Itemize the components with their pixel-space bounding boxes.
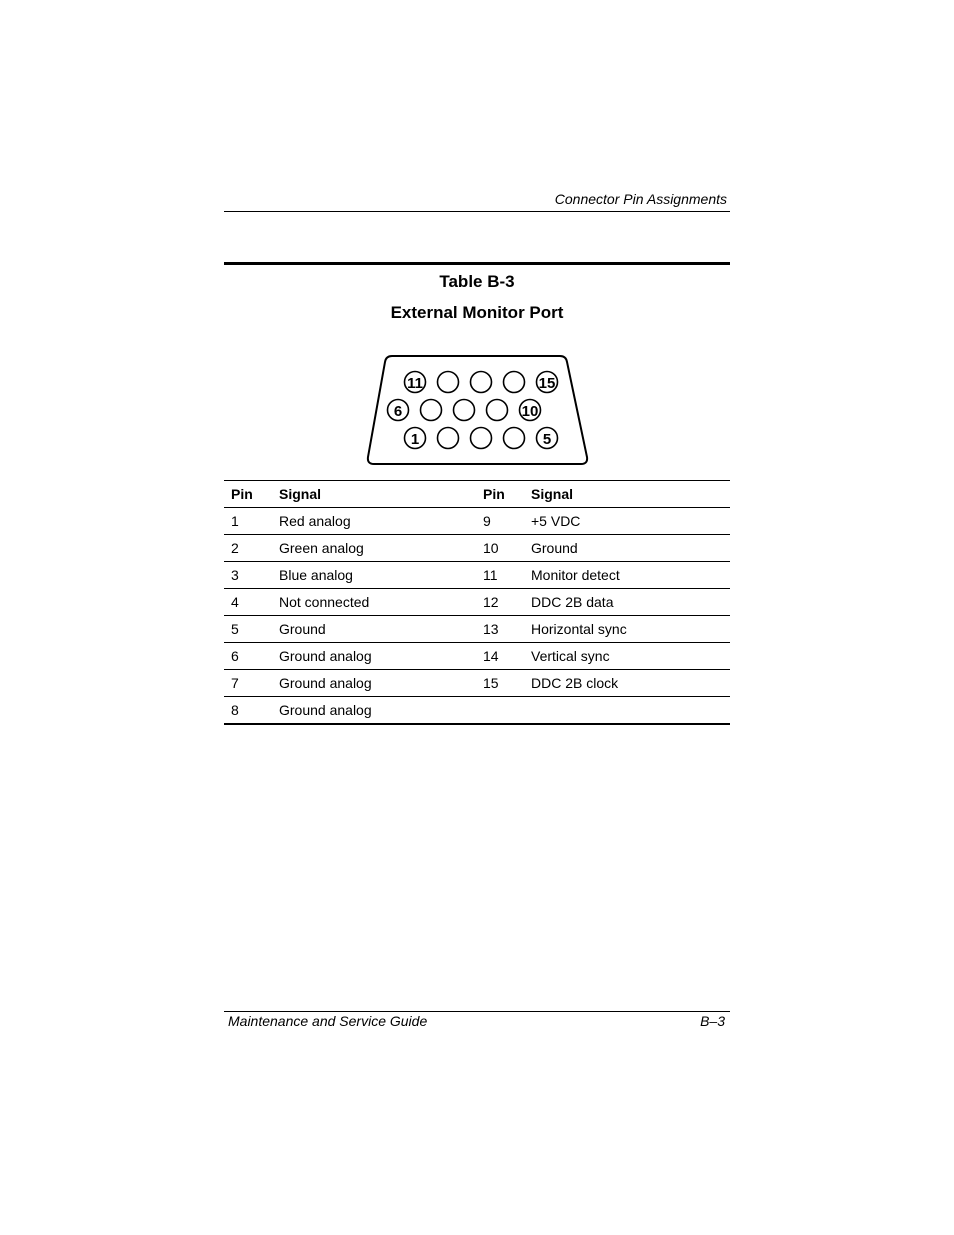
table-row — [224, 616, 730, 643]
table-top-rule — [224, 262, 730, 265]
signal-cell: Ground — [272, 616, 476, 643]
signal-cell: Vertical sync — [524, 643, 730, 670]
pin-cell: 4 — [224, 589, 272, 616]
pin-9-hole — [487, 400, 508, 421]
pin-cell: 11 — [476, 562, 524, 589]
table-title: External Monitor Port — [390, 303, 564, 322]
signal-cell: Blue analog — [272, 562, 476, 589]
signal-cell: Ground analog — [272, 697, 476, 725]
pin-14-hole — [504, 372, 525, 393]
pin-cell: 2 — [224, 535, 272, 562]
pin-8-hole — [454, 400, 475, 421]
signal-cell: Red analog — [272, 508, 476, 535]
header-pin-1: Pin — [224, 481, 272, 508]
pin-label-1: 1 — [410, 431, 420, 448]
pin-13-hole — [471, 372, 492, 393]
pin-3-hole — [471, 428, 492, 449]
pin-label-11: 11 — [407, 375, 423, 392]
pin-cell — [476, 697, 524, 725]
pin-cell: 15 — [476, 670, 524, 697]
table-row — [224, 643, 730, 670]
pin-cell: 5 — [224, 616, 272, 643]
footer-page-number: B–3 — [700, 1013, 725, 1029]
pin-cell: 14 — [476, 643, 524, 670]
signal-cell: Not connected — [272, 589, 476, 616]
signal-cell: Monitor detect — [524, 562, 730, 589]
signal-cell: Ground analog — [272, 643, 476, 670]
pin-label-6: 6 — [393, 403, 403, 420]
header-signal-1: Signal — [272, 481, 476, 508]
table-row — [224, 697, 730, 725]
pin-cell: 9 — [476, 508, 524, 535]
header-rule — [224, 211, 730, 212]
table-row — [224, 508, 730, 535]
table-row — [224, 535, 730, 562]
footer-guide-title: Maintenance and Service Guide — [228, 1013, 428, 1029]
header-pin-2: Pin — [476, 481, 524, 508]
running-header: Connector Pin Assignments — [554, 191, 727, 207]
table-row — [224, 562, 730, 589]
pin-2-hole — [438, 428, 459, 449]
pin-label-10: 10 — [521, 403, 539, 420]
pin-cell: 13 — [476, 616, 524, 643]
signal-cell: Horizontal sync — [524, 616, 730, 643]
signal-cell: +5 VDC — [524, 508, 730, 535]
signal-cell: Ground analog — [272, 670, 476, 697]
header-signal-2: Signal — [524, 481, 730, 508]
pin-cell: 12 — [476, 589, 524, 616]
pin-cell: 10 — [476, 535, 524, 562]
signal-cell: DDC 2B data — [524, 589, 730, 616]
signal-cell: Ground — [524, 535, 730, 562]
pin-cell: 3 — [224, 562, 272, 589]
pin-12-hole — [438, 372, 459, 393]
signal-cell: Green analog — [272, 535, 476, 562]
pin-7-hole — [421, 400, 442, 421]
vga-connector-diagram — [364, 353, 590, 467]
footer-rule — [224, 1011, 730, 1012]
pin-cell: 6 — [224, 643, 272, 670]
pin-assignment-table — [224, 480, 730, 725]
pin-cell: 8 — [224, 697, 272, 725]
table-row — [224, 589, 730, 616]
pin-label-15: 15 — [538, 375, 556, 392]
pin-label-5: 5 — [542, 431, 552, 448]
table-label: Table B-3 — [439, 272, 515, 291]
table-row — [224, 670, 730, 697]
pin-cell: 1 — [224, 508, 272, 535]
signal-cell — [524, 697, 730, 725]
table-header-row — [224, 481, 730, 508]
pin-4-hole — [504, 428, 525, 449]
pin-cell: 7 — [224, 670, 272, 697]
signal-cell: DDC 2B clock — [524, 670, 730, 697]
